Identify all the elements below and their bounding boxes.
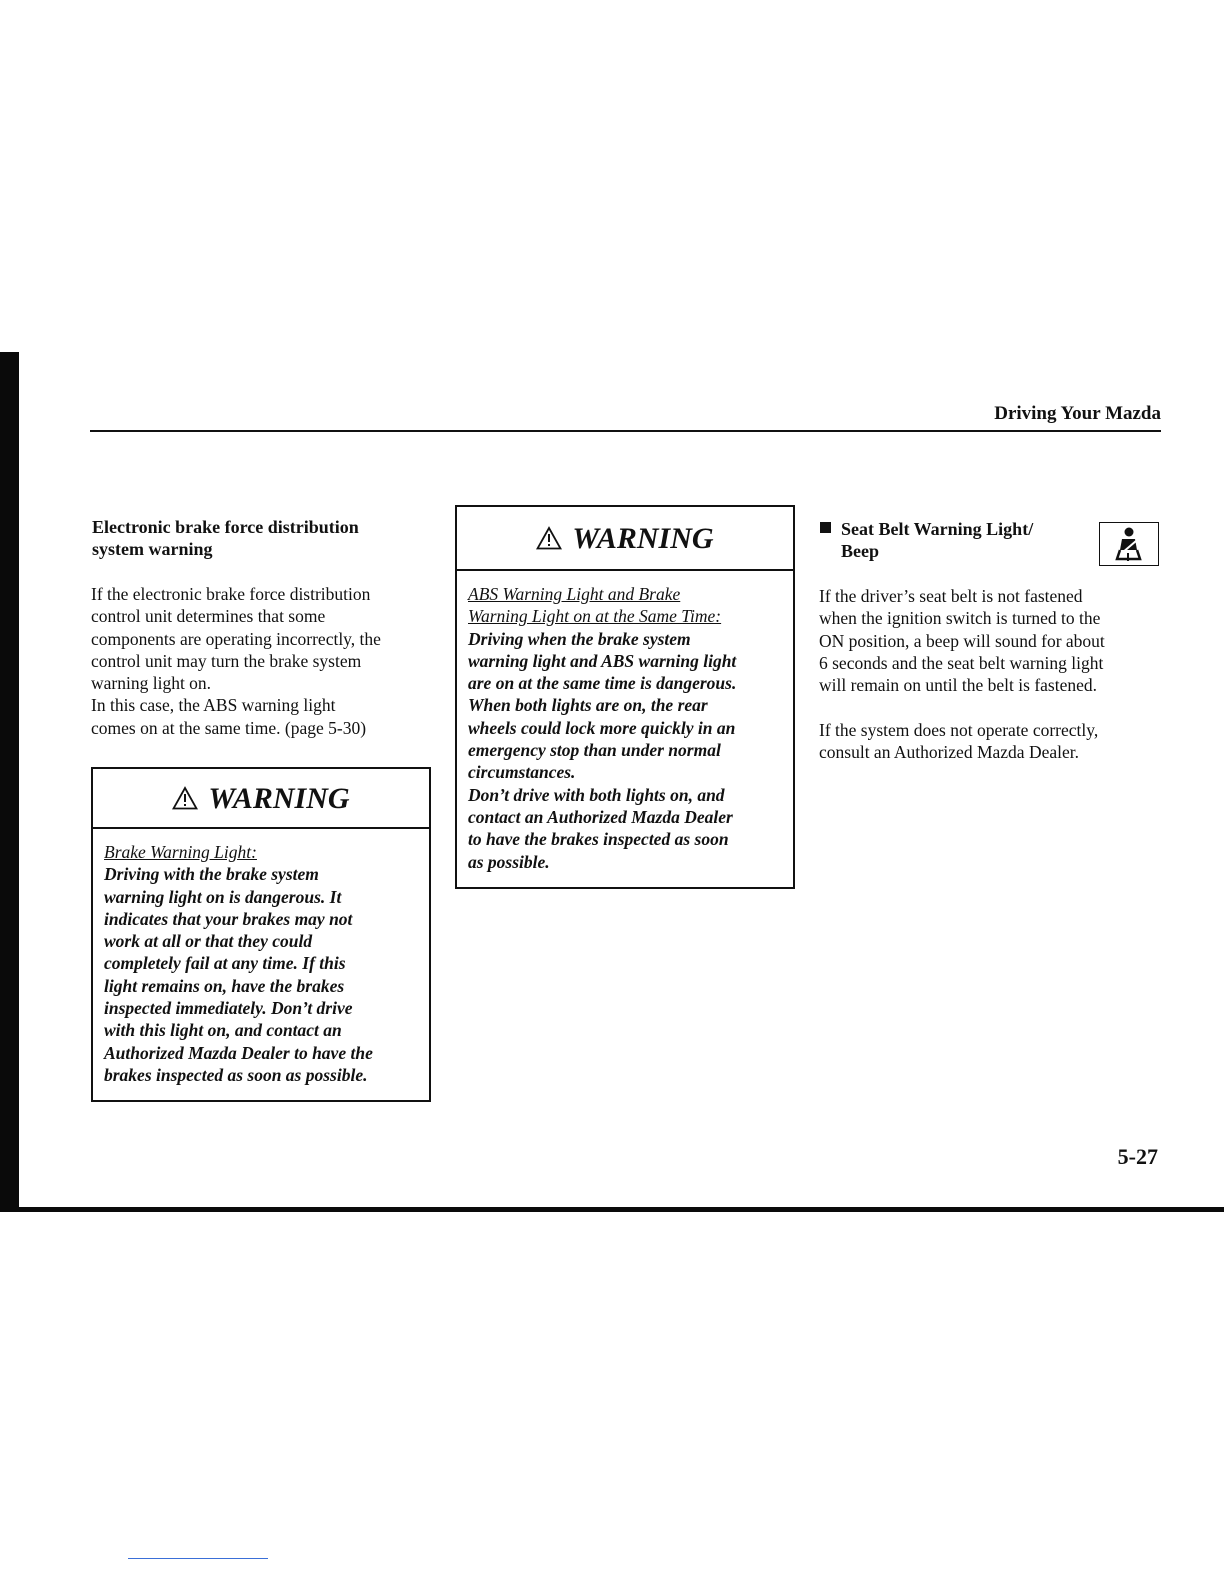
left-edge-bar bbox=[0, 352, 19, 1212]
seat-belt-line: 6 seconds and the seat belt warning light bbox=[819, 652, 1104, 673]
warning-line: When both lights are on, the rear bbox=[468, 695, 708, 716]
ebd-paragraph bbox=[91, 583, 436, 739]
warning-line: brakes inspected as soon as possible. bbox=[104, 1064, 368, 1085]
warning-line: contact an Authorized Mazda Dealer bbox=[468, 806, 733, 827]
seat-belt-line: consult an Authorized Mazda Dealer. bbox=[819, 742, 1079, 763]
ebd-line: control unit determines that some bbox=[91, 606, 326, 627]
warning-line: to have the brakes inspected as soon bbox=[468, 829, 729, 850]
ebd-heading-line: system warning bbox=[92, 539, 213, 559]
seat-belt-line: when the ignition switch is turned to the bbox=[819, 608, 1101, 629]
warning-text bbox=[468, 628, 783, 873]
warning-line: light remains on, have the brakes bbox=[104, 975, 345, 996]
warning-line: Driving with the brake system bbox=[104, 864, 319, 885]
warning-line: as possible. bbox=[468, 851, 550, 872]
ebd-line: comes on at the same time. (page 5-30) bbox=[91, 717, 367, 738]
warning-triangle-icon bbox=[172, 786, 198, 810]
ebd-line: In this case, the ABS warning light bbox=[91, 695, 336, 716]
heading-text: Seat Belt Warning Light/ bbox=[841, 519, 1034, 539]
seat-belt-paragraph-1 bbox=[819, 585, 1164, 696]
warning-line: Authorized Mazda Dealer to have the bbox=[104, 1042, 373, 1063]
ebd-line: control unit may turn the brake system bbox=[91, 650, 362, 671]
warning-line: warning light and ABS warning light bbox=[468, 650, 737, 671]
warning-header bbox=[457, 507, 793, 571]
seat-belt-heading-line bbox=[820, 518, 1080, 540]
warning-line: circumstances. bbox=[468, 762, 576, 783]
link-underline bbox=[128, 1558, 268, 1559]
warning-text bbox=[104, 863, 419, 1086]
warning-line: completely fail at any time. If this bbox=[104, 953, 346, 974]
seat-belt-icon bbox=[1099, 522, 1159, 566]
ebd-heading bbox=[92, 516, 432, 560]
seat-belt-icon-graphic bbox=[1100, 523, 1157, 564]
warning-line: warning light on is dangerous. It bbox=[104, 886, 342, 907]
ebd-line: components are operating incorrectly, the bbox=[91, 628, 381, 649]
warning-line: work at all or that they could bbox=[104, 931, 313, 952]
bottom-rule bbox=[0, 1207, 1224, 1212]
warning-triangle-icon bbox=[536, 526, 562, 550]
warning-line: Don’t drive with both lights on, and bbox=[468, 784, 725, 805]
bullet-square-icon bbox=[820, 522, 831, 533]
section-header-title: Driving Your Mazda bbox=[994, 403, 1161, 424]
seat-belt-heading-line: Beep bbox=[841, 541, 879, 561]
warning-header bbox=[93, 769, 429, 829]
brake-warning-box bbox=[91, 767, 431, 1102]
ebd-line: If the electronic brake force distribution bbox=[91, 584, 371, 604]
header-rule bbox=[90, 430, 1161, 432]
warning-body bbox=[457, 571, 793, 873]
ebd-line: warning light on. bbox=[91, 673, 212, 694]
warning-line: indicates that your brakes may not bbox=[104, 908, 353, 929]
seat-belt-line: will remain on until the belt is fastened. bbox=[819, 675, 1097, 696]
seat-belt-paragraph-2 bbox=[819, 719, 1164, 764]
abs-brake-warning-box bbox=[455, 505, 795, 889]
warning-line: emergency stop than under normal bbox=[468, 740, 721, 761]
warning-title: WARNING bbox=[208, 782, 350, 815]
seat-belt-line: ON position, a beep will sound for about bbox=[819, 630, 1105, 651]
ebd-heading-line: Electronic brake force distribution bbox=[92, 517, 359, 537]
warning-line: Driving when the brake system bbox=[468, 628, 691, 649]
warning-line: wheels could lock more quickly in an bbox=[468, 717, 736, 738]
seat-belt-heading bbox=[820, 518, 1080, 562]
seat-belt-line: If the system does not operate correctly, bbox=[819, 720, 1099, 740]
warning-line: with this light on, and contact an bbox=[104, 1020, 342, 1041]
warning-subtitle-line: Warning Light on at the Same Time: bbox=[468, 606, 722, 627]
warning-subtitle bbox=[468, 583, 783, 628]
warning-title: WARNING bbox=[572, 522, 714, 555]
warning-line: are on at the same time is dangerous. bbox=[468, 673, 737, 694]
warning-subtitle: Brake Warning Light: bbox=[104, 842, 257, 862]
page-number: 5-27 bbox=[1117, 1144, 1158, 1169]
warning-line: inspected immediately. Don’t drive bbox=[104, 998, 353, 1019]
seat-belt-line: If the driver’s seat belt is not fastened bbox=[819, 586, 1083, 606]
warning-subtitle-line: ABS Warning Light and Brake bbox=[468, 584, 681, 604]
warning-body bbox=[93, 829, 429, 1086]
